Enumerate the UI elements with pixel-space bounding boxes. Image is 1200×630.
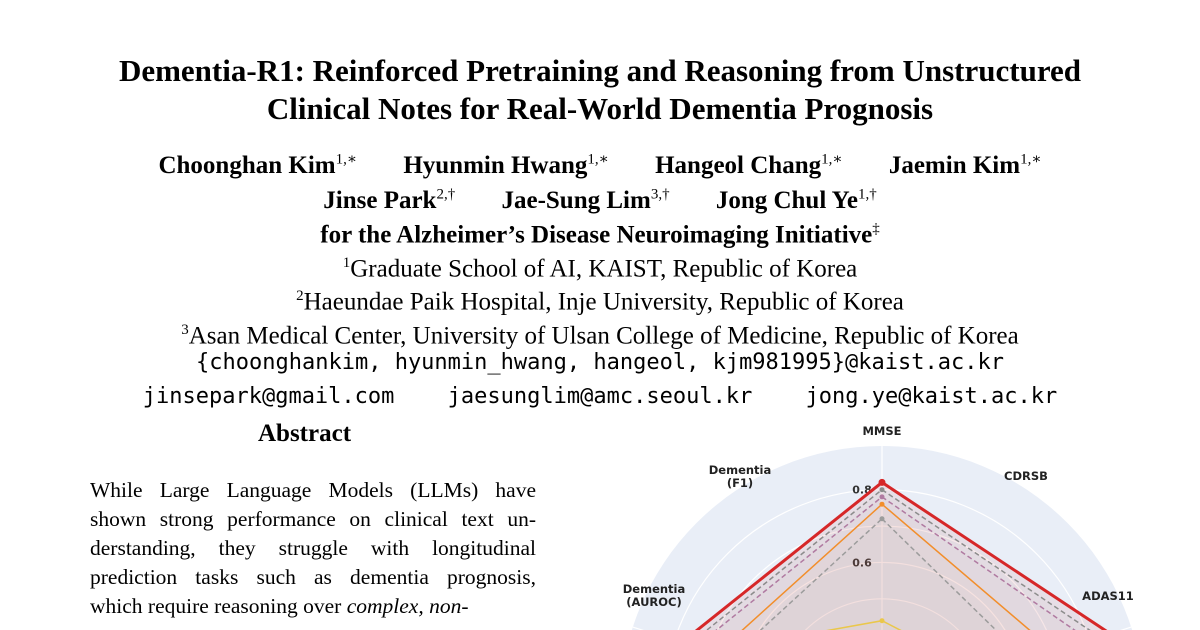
radial-tick-label: 0.8 (852, 483, 872, 497)
title-line-2: Clinical Notes for Real-World Dementia Prognosis (266, 91, 934, 126)
author: Jinse Park$^{2,\dagger}$ (323, 187, 456, 215)
email: jinsepark@gmail.com (142, 384, 395, 409)
series-point (880, 494, 885, 499)
email-line-1: {choonghankim, hyunmin_hwang, hangeol, kjm981995}@kaist.ac.kr (196, 350, 1004, 375)
axis-label: ADAS11 (1082, 589, 1134, 603)
author: Hangeol Chang$^{1,∗}$ (655, 152, 843, 180)
abstract-line: While Large Language Models (LLMs) have (90, 478, 536, 502)
paper-title (0, 52, 1200, 128)
affiliation: $^1$Graduate School of AI, KAIST, Republic of Korea (342, 255, 858, 283)
author: Choonghan Kim$^{1,∗}$ (158, 152, 358, 180)
series-point (880, 487, 885, 492)
series-point (879, 479, 886, 486)
affiliation: $^3$Asan Medical Center, University of Ulsan College of Medicine, Republic of Korea (181, 322, 1019, 350)
radar-chart (600, 418, 1160, 630)
series-point (880, 516, 885, 521)
abstract-line: derstanding, they struggle with longitudinal (90, 536, 536, 560)
axis-label: Dementia (F1) (708, 463, 772, 490)
affiliation: $^2$Haeundae Paik Hospital, Inje University, Republic of Korea (296, 288, 904, 316)
radial-tick-label: 0.6 (852, 556, 872, 570)
abstract-text (90, 476, 536, 621)
abstract-heading: Abstract (258, 420, 352, 447)
consortium-line: for the Alzheimer’s Disease Neuroimaging Initiative‡ (320, 221, 880, 249)
author: Jaemin Kim$^{1,∗}$ (888, 152, 1042, 180)
author: Jong Chul $Ye^{1,\dagger}$ (715, 187, 877, 215)
author: Hyunmin Hwang$^{1,∗}$ (403, 152, 609, 180)
axis-label: CDRSB (1004, 469, 1048, 483)
title-line-1: Dementia-R1: Reinforced Pretraining and Reasoning from Unstructured (118, 53, 1082, 88)
author-row-2 (0, 180, 1200, 216)
abstract-line: prediction tasks such as dementia prognosis, (90, 565, 536, 589)
author: Jae-Sung Lim$^{3,\dagger}$ (501, 187, 670, 215)
email: jong.ye@kaist.ac.kr (805, 384, 1058, 409)
axis-label: Dementia (AUROC) (622, 582, 686, 609)
email: jaesunglim@amc.seoul.kr (447, 384, 753, 409)
abstract-line: which require reasoning over complex, non- (90, 594, 469, 618)
email-line-2 (0, 382, 1200, 412)
abstract-line: shown strong performance on clinical text un- (90, 507, 536, 531)
series-point (880, 502, 885, 507)
author-row-1 (0, 145, 1200, 181)
axis-label: MMSE (862, 424, 902, 438)
